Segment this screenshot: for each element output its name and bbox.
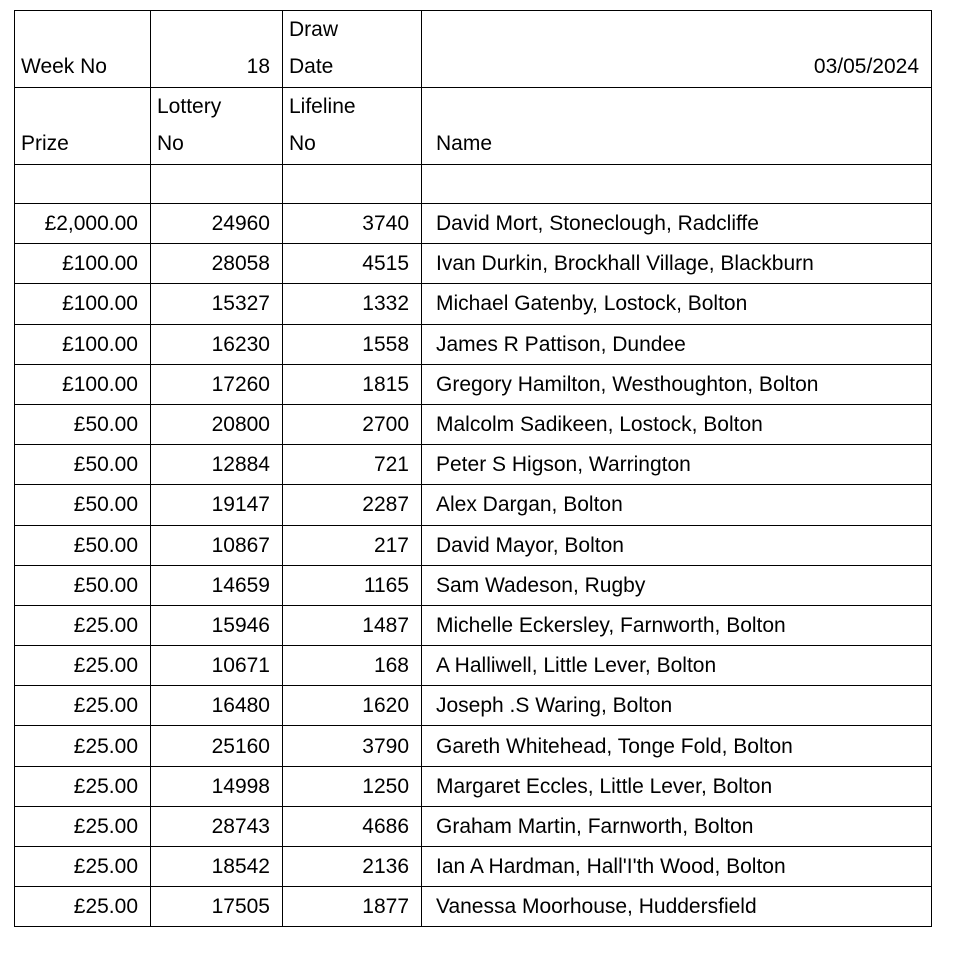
table-row xyxy=(15,847,932,887)
name-cell: Gregory Hamilton, Westhoughton, Bolton xyxy=(422,364,932,404)
table-row xyxy=(15,244,932,284)
name-cell: A Halliwell, Little Lever, Bolton xyxy=(422,646,932,686)
prize-cell: £100.00 xyxy=(15,244,151,284)
lottery-no-cell: 14659 xyxy=(151,565,283,605)
lottery-results-table xyxy=(14,10,932,927)
lifeline-no-cell: 1165 xyxy=(283,565,422,605)
table-row xyxy=(15,204,932,244)
lottery-no-cell: 16480 xyxy=(151,686,283,726)
lottery-no-cell: 25160 xyxy=(151,726,283,766)
lifeline-no-header-line1: Lifeline xyxy=(289,95,356,118)
lifeline-no-cell: 1332 xyxy=(283,284,422,324)
prize-header: Prize xyxy=(15,88,151,165)
table-row xyxy=(15,686,932,726)
table-body xyxy=(15,11,932,927)
lifeline-no-cell: 217 xyxy=(283,525,422,565)
lottery-no-cell: 20800 xyxy=(151,404,283,444)
prize-cell: £100.00 xyxy=(15,324,151,364)
lottery-no-cell: 18542 xyxy=(151,847,283,887)
table-row xyxy=(15,605,932,645)
prize-cell: £25.00 xyxy=(15,847,151,887)
prize-cell: £50.00 xyxy=(15,445,151,485)
lottery-no-cell: 24960 xyxy=(151,204,283,244)
lifeline-no-cell: 1815 xyxy=(283,364,422,404)
name-cell: Alex Dargan, Bolton xyxy=(422,485,932,525)
lifeline-no-cell: 1620 xyxy=(283,686,422,726)
blank-cell xyxy=(15,165,151,204)
name-cell: Sam Wadeson, Rugby xyxy=(422,565,932,605)
table-row xyxy=(15,364,932,404)
draw-date-label xyxy=(283,11,422,88)
lifeline-no-cell: 1250 xyxy=(283,766,422,806)
lifeline-no-cell: 2136 xyxy=(283,847,422,887)
prize-cell: £25.00 xyxy=(15,766,151,806)
blank-cell xyxy=(151,165,283,204)
week-no-label: Week No xyxy=(15,11,151,88)
lifeline-no-cell: 2700 xyxy=(283,404,422,444)
lottery-no-header-line1: Lottery xyxy=(157,95,222,118)
name-cell: Ivan Durkin, Brockhall Village, Blackburn xyxy=(422,244,932,284)
lottery-no-cell: 17260 xyxy=(151,364,283,404)
draw-date-label-line2: Date xyxy=(289,55,334,78)
table-row xyxy=(15,404,932,444)
prize-cell: £100.00 xyxy=(15,284,151,324)
name-cell: David Mayor, Bolton xyxy=(422,525,932,565)
lifeline-no-cell: 3740 xyxy=(283,204,422,244)
lifeline-no-cell: 2287 xyxy=(283,485,422,525)
prize-cell: £25.00 xyxy=(15,646,151,686)
prize-cell: £25.00 xyxy=(15,806,151,846)
draw-date-value: 03/05/2024 xyxy=(422,11,932,88)
lifeline-no-header xyxy=(283,88,422,165)
prize-cell: £25.00 xyxy=(15,726,151,766)
lottery-no-header xyxy=(151,88,283,165)
name-cell: Michelle Eckersley, Farnworth, Bolton xyxy=(422,605,932,645)
lifeline-no-cell: 1558 xyxy=(283,324,422,364)
name-cell: Malcolm Sadikeen, Lostock, Bolton xyxy=(422,404,932,444)
name-cell: Margaret Eccles, Little Lever, Bolton xyxy=(422,766,932,806)
name-cell: Joseph .S Waring, Bolton xyxy=(422,686,932,726)
prize-cell: £25.00 xyxy=(15,887,151,927)
table-row xyxy=(15,284,932,324)
table-row xyxy=(15,646,932,686)
table-row xyxy=(15,525,932,565)
table-row xyxy=(15,887,932,927)
prize-cell: £25.00 xyxy=(15,605,151,645)
table-row xyxy=(15,485,932,525)
prize-cell: £50.00 xyxy=(15,404,151,444)
lottery-no-cell: 28743 xyxy=(151,806,283,846)
lifeline-no-cell: 1877 xyxy=(283,887,422,927)
table-row xyxy=(15,766,932,806)
name-cell: Gareth Whitehead, Tonge Fold, Bolton xyxy=(422,726,932,766)
lifeline-no-cell: 1487 xyxy=(283,605,422,645)
prize-cell: £50.00 xyxy=(15,565,151,605)
draw-date-label-line1: Draw xyxy=(289,18,339,41)
lottery-no-cell: 12884 xyxy=(151,445,283,485)
name-header: Name xyxy=(422,88,932,165)
prize-cell: £50.00 xyxy=(15,485,151,525)
prize-cell: £50.00 xyxy=(15,525,151,565)
name-cell: Vanessa Moorhouse, Huddersfield xyxy=(422,887,932,927)
lottery-no-cell: 17505 xyxy=(151,887,283,927)
prize-cell: £2,000.00 xyxy=(15,204,151,244)
name-cell: Graham Martin, Farnworth, Bolton xyxy=(422,806,932,846)
header-row-columns xyxy=(15,88,932,165)
lottery-no-cell: 28058 xyxy=(151,244,283,284)
lottery-no-cell: 10867 xyxy=(151,525,283,565)
name-cell: David Mort, Stoneclough, Radcliffe xyxy=(422,204,932,244)
lifeline-no-cell: 168 xyxy=(283,646,422,686)
table-row xyxy=(15,726,932,766)
blank-cell xyxy=(283,165,422,204)
lottery-no-cell: 19147 xyxy=(151,485,283,525)
blank-cell xyxy=(422,165,932,204)
lottery-no-cell: 15327 xyxy=(151,284,283,324)
lifeline-no-cell: 4515 xyxy=(283,244,422,284)
prize-cell: £25.00 xyxy=(15,686,151,726)
lottery-no-cell: 10671 xyxy=(151,646,283,686)
lottery-no-header-line2: No xyxy=(157,132,184,155)
header-row-week xyxy=(15,11,932,88)
blank-row xyxy=(15,165,932,204)
name-cell: Michael Gatenby, Lostock, Bolton xyxy=(422,284,932,324)
lifeline-no-cell: 4686 xyxy=(283,806,422,846)
name-cell: Ian A Hardman, Hall'I'th Wood, Bolton xyxy=(422,847,932,887)
lifeline-no-header-line2: No xyxy=(289,132,316,155)
lifeline-no-cell: 3790 xyxy=(283,726,422,766)
table-row xyxy=(15,806,932,846)
week-no-value: 18 xyxy=(151,11,283,88)
lottery-no-cell: 16230 xyxy=(151,324,283,364)
lottery-no-cell: 15946 xyxy=(151,605,283,645)
table-row xyxy=(15,445,932,485)
name-cell: Peter S Higson, Warrington xyxy=(422,445,932,485)
lottery-no-cell: 14998 xyxy=(151,766,283,806)
prize-cell: £100.00 xyxy=(15,364,151,404)
lifeline-no-cell: 721 xyxy=(283,445,422,485)
table-row xyxy=(15,565,932,605)
table-row xyxy=(15,324,932,364)
name-cell: James R Pattison, Dundee xyxy=(422,324,932,364)
